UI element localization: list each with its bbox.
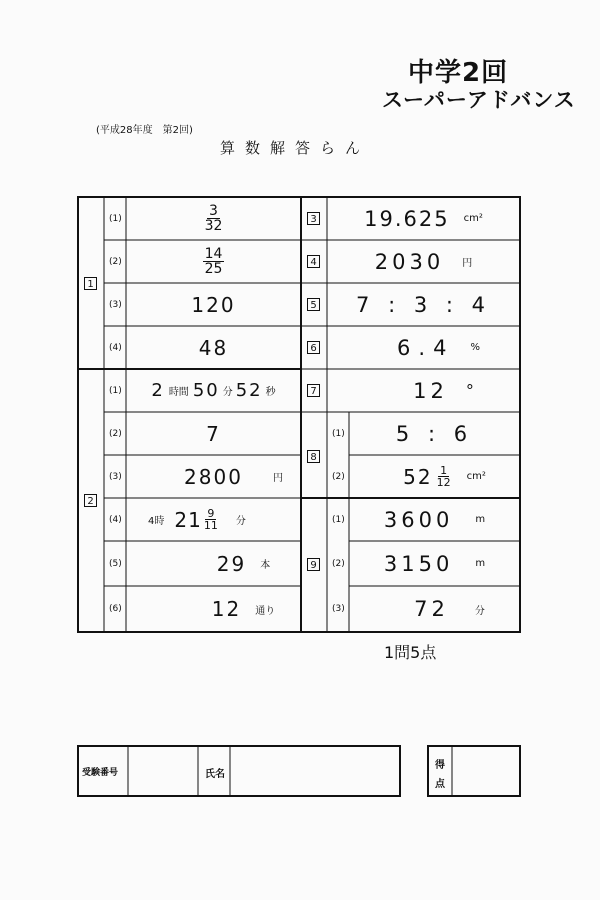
question-5-number: 5 xyxy=(307,298,320,311)
q3-answer xyxy=(327,197,520,240)
question-1-number: 1 xyxy=(84,277,97,290)
q9-2-answer xyxy=(349,541,520,586)
scoring-note: 1問5点 xyxy=(384,643,437,662)
minutes-unit: 分 xyxy=(222,387,233,398)
q6-answer xyxy=(327,326,520,369)
answer-unit: 円 xyxy=(462,258,473,269)
question-3-number: 3 xyxy=(307,212,320,225)
answer-unit: 本 xyxy=(260,560,271,571)
score-label-top: 得 xyxy=(435,760,445,771)
fraction-numerator: 3 xyxy=(209,203,218,219)
fraction-denominator: 32 xyxy=(204,218,223,234)
q1-sub-label: (1) xyxy=(109,214,122,224)
q2-sub-label: (5) xyxy=(109,559,122,569)
name-label: 氏名 xyxy=(205,769,225,780)
question-8-number: 8 xyxy=(307,450,320,463)
answer-value: 2800 xyxy=(184,464,243,489)
question-6-number: 6 xyxy=(307,341,320,354)
question-7-number: 7 xyxy=(307,384,320,397)
q1-sub-label: (4) xyxy=(109,343,122,353)
fraction-denominator: 25 xyxy=(204,261,223,277)
seconds-unit: 秒 xyxy=(265,387,276,398)
q9-1-answer xyxy=(349,498,520,541)
q2-sub-label: (3) xyxy=(109,472,122,482)
answer-value: 12 xyxy=(413,378,448,403)
q1-4-answer: 48 xyxy=(198,335,229,360)
q2-4-answer xyxy=(126,498,301,541)
page-title: 算数解答らん xyxy=(220,139,371,157)
fraction-numerator: 1 xyxy=(440,464,448,477)
fraction-denominator: 12 xyxy=(436,476,451,489)
q2-sub-label: (1) xyxy=(109,386,122,396)
hours-unit: 時間 xyxy=(168,387,189,398)
q9-3-answer xyxy=(349,586,520,632)
q2-5-answer xyxy=(126,541,301,586)
answer-value: 19.625 xyxy=(364,206,450,231)
answer-unit: ° xyxy=(465,381,474,400)
q8-sub-label: (2) xyxy=(332,472,345,482)
q5-answer: 7 : 3 : 4 xyxy=(356,292,491,317)
q9-sub-label: (1) xyxy=(332,515,345,525)
answer-unit: 分 xyxy=(474,605,485,617)
answer-prefix: 4時 xyxy=(148,516,165,527)
answer-unit: m xyxy=(475,558,486,569)
answer-unit: 通り xyxy=(255,605,276,617)
answer-unit: cm² xyxy=(466,471,486,482)
q7-answer xyxy=(327,369,520,412)
hours-value: 2 xyxy=(151,380,165,401)
handwritten-title-line2: スーパーアドバンス xyxy=(382,88,576,112)
answer-value: 29 xyxy=(216,551,247,576)
q2-1-answer xyxy=(126,369,301,412)
answer-unit: m xyxy=(475,514,486,525)
q2-sub-label: (6) xyxy=(109,604,122,614)
q2-sub-label: (2) xyxy=(109,429,122,439)
answer-value: 3150 xyxy=(383,551,454,576)
exam-number-label: 受験番号 xyxy=(82,768,119,778)
fraction-denominator: 11 xyxy=(203,519,218,532)
q2-6-answer xyxy=(126,586,301,632)
fraction-numerator: 14 xyxy=(204,246,223,262)
answer-unit: % xyxy=(470,342,480,353)
question-4-number: 4 xyxy=(307,255,320,268)
exam-year: (平成28年度 第2回) xyxy=(96,125,193,136)
handwritten-title-line1: 中学2回 xyxy=(408,58,509,88)
q2-2-answer: 7 xyxy=(206,421,221,446)
answer-value: 2030 xyxy=(374,249,445,274)
q2-3-answer xyxy=(126,455,301,498)
q2-sub-label: (4) xyxy=(109,515,122,525)
q8-1-answer: 5 : 6 xyxy=(395,421,474,446)
answer-value: 12 xyxy=(211,597,242,621)
q1-1-answer xyxy=(126,197,301,240)
seconds-value: 52 xyxy=(235,380,263,401)
question-9-number: 9 xyxy=(307,558,320,571)
fraction-numerator: 9 xyxy=(207,507,215,520)
q4-answer xyxy=(327,240,520,283)
answer-unit: 分 xyxy=(235,516,246,527)
q1-3-answer: 120 xyxy=(191,292,236,317)
answer-value: 72 xyxy=(414,597,449,621)
q1-2-answer xyxy=(126,240,301,283)
answer-value: 3600 xyxy=(383,507,454,532)
minutes-value: 50 xyxy=(192,380,220,401)
q9-sub-label: (3) xyxy=(332,604,345,614)
mixed-whole: 21 xyxy=(174,507,202,532)
answer-value: 6.4 xyxy=(397,335,455,360)
mixed-whole: 52 xyxy=(403,464,433,489)
score-label-bottom: 点 xyxy=(435,779,445,790)
q8-sub-label: (1) xyxy=(332,429,345,439)
answer-unit: cm² xyxy=(463,213,483,224)
q1-sub-label: (2) xyxy=(109,257,122,267)
question-2-number: 2 xyxy=(84,494,97,507)
q8-2-answer xyxy=(349,455,520,498)
q1-sub-label: (3) xyxy=(109,300,122,310)
answer-unit: 円 xyxy=(272,473,283,484)
q9-sub-label: (2) xyxy=(332,559,345,569)
